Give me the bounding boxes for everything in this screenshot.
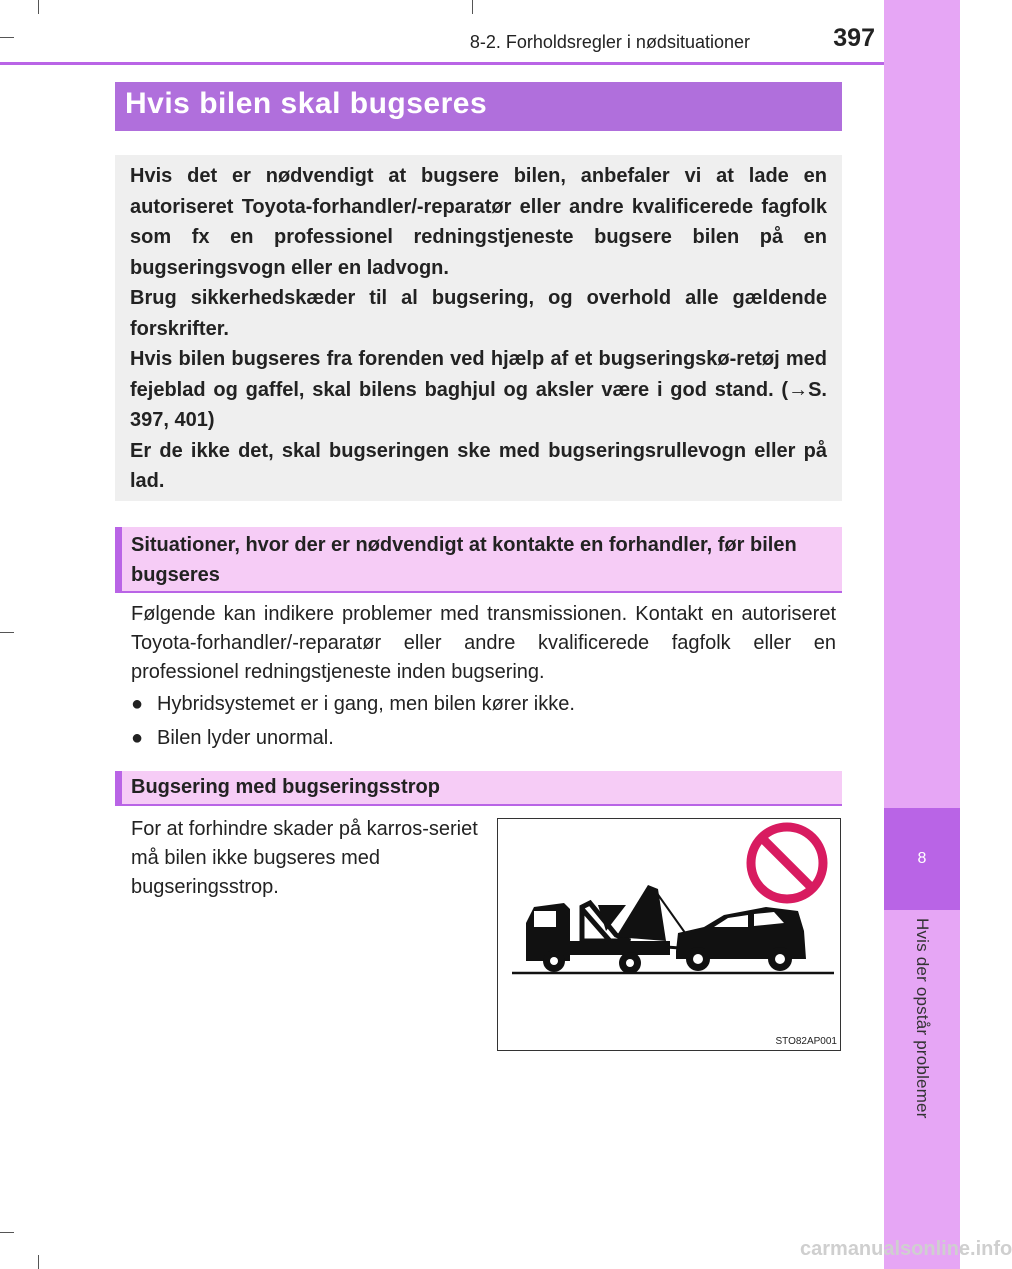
crop-mark — [0, 632, 14, 633]
chapter-title: Hvis der opstår problemer — [913, 918, 932, 1119]
towed-car — [676, 907, 806, 971]
list-item — [131, 690, 836, 718]
crop-mark — [38, 1255, 39, 1269]
crop-mark — [472, 0, 473, 14]
list-item-text: Hybridsystemet er i gang, men bilen kører ikke. — [157, 693, 575, 715]
intro-box — [115, 155, 842, 501]
bullet-icon: ● — [131, 693, 144, 715]
chapter-title-container — [884, 918, 960, 1158]
header-divider — [0, 62, 884, 65]
page-number: 397 — [833, 24, 875, 52]
chapter-number-box — [884, 808, 960, 910]
intro-paragraph: Brug sikkerhedskæder til al bugsering, og overhold alle gældende forskrifter. — [130, 287, 827, 340]
intro-paragraph: Er de ikke det, skal bugseringen ske med bugseringsrullevogn eller på lad. — [130, 439, 827, 492]
section-text-dealer: Følgende kan indikere problemer med transmissionen. Kontakt en autoriseret Toyota-forhandler/-reparatør eller andre kvalificerede fagfolk eller en professionel redningstjeneste inden bugsering. — [131, 603, 836, 683]
bullet-icon: ● — [131, 727, 144, 749]
chapter-number: 8 — [917, 850, 927, 867]
list-item — [131, 724, 836, 752]
tow-illustration — [497, 818, 841, 1051]
section-header: 8-2. Forholdsregler i nødsituationer — [469, 32, 750, 52]
crop-mark — [0, 37, 14, 38]
tow-truck-drawing — [498, 819, 840, 1050]
section-heading-dealer: Situationer, hvor der er nødvendigt at kontakte en forhandler, før bilen bugseres — [115, 527, 842, 593]
page-title: Hvis bilen skal bugseres — [115, 82, 842, 131]
illustration-code: STO82AP001 — [775, 1036, 837, 1047]
tow-truck — [526, 885, 694, 974]
prohibited-icon — [751, 827, 823, 899]
watermark: carmanualsonline.info — [800, 1238, 1012, 1260]
list-item-text: Bilen lyder unormal. — [157, 727, 334, 749]
intro-paragraph: Hvis det er nødvendigt at bugsere bilen, anbefaler vi at lade en autoriseret Toyota-forhandler/-reparatør eller andre kvalificerede fagfolk som fx en professionel redningstjeneste bugsere bilen på en bugseringsvogn eller en ladvogn. — [130, 165, 827, 279]
crop-mark — [38, 0, 39, 14]
intro-paragraph: Hvis bilen bugseres fra forenden ved hjælp af et bugseringskø-retøj med fejeblad og gaffel, skal bilens baghjul og aksler være i god stand. (→S. 397, 401) — [130, 348, 827, 431]
crop-mark — [0, 1232, 14, 1233]
section-heading-tow-strap: Bugsering med bugseringsstrop — [115, 771, 842, 806]
section-text-tow-strap: For at forhindre skader på karros-seriet må bilen ikke bugseres med bugseringsstrop. — [131, 818, 478, 898]
